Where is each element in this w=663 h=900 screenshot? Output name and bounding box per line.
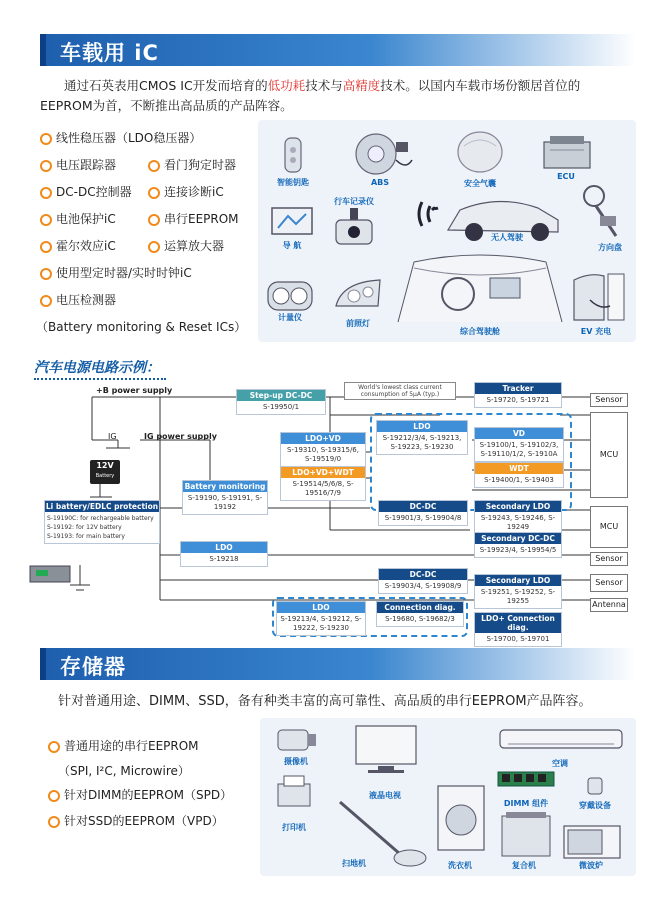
box-ldo-left bbox=[180, 541, 268, 567]
box-header: Connection diag. bbox=[377, 602, 463, 613]
battery-pack-icon bbox=[28, 562, 72, 584]
list-item: 针对SSD的EEPROM（VPD） bbox=[48, 812, 232, 839]
box-header: LDO bbox=[277, 602, 365, 613]
copier-icon bbox=[498, 810, 554, 858]
box-ldo-connection bbox=[474, 612, 562, 647]
microwave-icon bbox=[562, 824, 622, 860]
box-body: S-19400/1, S-19403 bbox=[484, 476, 554, 484]
battery-label: 12V bbox=[96, 461, 114, 470]
box-body: S-19218 bbox=[209, 555, 239, 563]
sensor-block-1: Sensor bbox=[590, 393, 628, 407]
list-item: 线性稳压器（LDO稳压器） bbox=[40, 129, 201, 156]
air-conditioner-icon bbox=[498, 726, 624, 754]
box-header: Step-up DC-DC bbox=[237, 390, 325, 401]
list-item: 连接诊断iC bbox=[148, 183, 239, 210]
box-header: LDO bbox=[181, 542, 267, 553]
box-body: S-19700, S-19701 bbox=[486, 635, 550, 643]
box-stepup-dcdc bbox=[236, 389, 326, 415]
camera-icon bbox=[276, 724, 318, 754]
box-ldo-mid bbox=[376, 420, 468, 455]
box-header: Secondary LDO bbox=[475, 575, 561, 586]
caption: 摄像机 bbox=[284, 757, 308, 766]
box-li-protection bbox=[44, 500, 160, 544]
list-item: 运算放大器 bbox=[148, 237, 239, 264]
list-item: 使用型定时器/实时时钟iC bbox=[40, 264, 201, 291]
box-header: LDO+ Connection diag. bbox=[475, 613, 561, 633]
highlight-low-power: 低功耗 bbox=[267, 78, 306, 93]
memory-applications-panel bbox=[260, 718, 636, 876]
box-body: S-19903/4, S-19908/9 bbox=[384, 582, 462, 590]
section-banner-memory bbox=[40, 648, 636, 680]
caption: 洗衣机 bbox=[448, 861, 472, 870]
box-body: S-19213/4, S-19212, S-19222, S-19230 bbox=[280, 615, 362, 632]
box-wdt bbox=[474, 462, 564, 488]
sensor-block-3: Sensor bbox=[590, 574, 628, 592]
box-header: Li battery/EDLC protection bbox=[45, 502, 159, 511]
caption: EV 充电 bbox=[580, 327, 612, 336]
caption: 无人驾驶 bbox=[491, 233, 523, 242]
mcu-block-1: MCU bbox=[590, 412, 628, 498]
box-secondary-dcdc bbox=[474, 532, 562, 558]
caption: 安全气囊 bbox=[464, 179, 496, 188]
box-body: S-19243, S-19246, S-19249 bbox=[480, 514, 556, 531]
caption: DIMM 组件 bbox=[503, 799, 549, 808]
box-body: S-19251, S-19252, S-19255 bbox=[480, 588, 556, 605]
box-ldo-vd-wdt bbox=[280, 466, 366, 501]
box-header: VD bbox=[475, 428, 563, 439]
caption: ECU bbox=[557, 172, 575, 181]
box-dcdc-2 bbox=[378, 568, 468, 594]
list-item: 电压检测器 bbox=[40, 291, 201, 318]
list-item: 普通用途的串行EEPROM bbox=[48, 737, 199, 761]
box-body: S-19923/4, S-19954/5 bbox=[479, 546, 557, 554]
box-tracker bbox=[474, 382, 562, 408]
section-title: 车载用 iC bbox=[60, 41, 159, 65]
box-connection-diag bbox=[376, 601, 464, 627]
battery-sublabel: Battery bbox=[95, 473, 115, 479]
list-item: 电压跟踪器 bbox=[40, 156, 201, 183]
box-body: S-19720, S-19721 bbox=[486, 396, 550, 404]
list-item: 霍尔效应iC bbox=[40, 237, 201, 264]
caption: 液晶电视 bbox=[369, 791, 401, 800]
memory-list-2 bbox=[48, 786, 232, 839]
box-header: DC-DC bbox=[379, 501, 467, 512]
bullet-sub: （SPI, I²C, Microwire） bbox=[58, 764, 190, 778]
memory-intro: 针对普通用途、DIMM、SSD，备有种类丰富的高可靠性、高品质的串行EEPROM产品阵容。 bbox=[58, 694, 592, 709]
intro-text: 技术。以国内车载市场份额居首位的 bbox=[380, 78, 581, 93]
caption: 微波炉 bbox=[579, 861, 603, 870]
list-item: 看门狗定时器 bbox=[148, 156, 239, 183]
highlight-precision: 高精度 bbox=[342, 78, 381, 93]
box-body: S-19310, S-19315/6, S-19519/0 bbox=[287, 446, 359, 463]
caption: 综合驾驶舱 bbox=[460, 327, 500, 336]
b-power-label: +B power supply bbox=[96, 386, 173, 395]
box-body: S-19680, S-19682/3 bbox=[385, 615, 455, 623]
list-item: DC-DC控制器 bbox=[40, 183, 201, 210]
mcu-block-2: MCU bbox=[590, 506, 628, 548]
box-dcdc-1 bbox=[378, 500, 468, 526]
memory-list bbox=[48, 737, 199, 761]
current-note: World's lowest class current consumption of 5μA (typ.) bbox=[344, 382, 456, 400]
wearable-icon bbox=[580, 772, 610, 798]
sensor-block-2: Sensor bbox=[590, 552, 628, 566]
caption: 导 航 bbox=[282, 241, 302, 250]
box-body: S-19190C: for rechargeable battery S-19192: for 12V battery S-19193: for main battery bbox=[47, 515, 154, 540]
battery-note: （Battery monitoring & Reset ICs） bbox=[36, 320, 247, 334]
intro-text-line2: EEPROM为首，不断推出高品质的产品阵容。 bbox=[40, 98, 293, 113]
washing-machine-icon bbox=[436, 784, 486, 854]
box-header: WDT bbox=[475, 463, 563, 474]
box-header: Tracker bbox=[475, 383, 561, 394]
section-title: 存储器 bbox=[60, 655, 126, 679]
printer-icon bbox=[274, 774, 314, 814]
intro-text: 通过石英表用CMOS IC开发而培育的 bbox=[64, 78, 268, 93]
list-item: 针对DIMM的EEPROM（SPD） bbox=[48, 786, 232, 812]
box-body: S-19190, S-19191, S-19192 bbox=[187, 494, 263, 511]
dimm-module-icon bbox=[496, 768, 556, 792]
box-header: DC-DC bbox=[379, 569, 467, 580]
caption: 前照灯 bbox=[346, 319, 370, 328]
box-body: S-19901/3, S-19904/8 bbox=[384, 514, 462, 522]
caption: 复合机 bbox=[512, 861, 536, 870]
box-battery-monitoring bbox=[182, 480, 268, 515]
box-body: S-19950/1 bbox=[262, 403, 300, 411]
box-secondary-ldo-1 bbox=[474, 500, 562, 535]
caption: 智能钥匙 bbox=[277, 178, 309, 187]
box-body: S-19100/1, S-19102/3, S-19110/1/2, S-1910A bbox=[479, 441, 559, 458]
caption: 穿戴设备 bbox=[579, 801, 611, 810]
caption: 方向盘 bbox=[598, 243, 622, 252]
box-ldo-bottom bbox=[276, 601, 366, 636]
ig-power-label: IG power supply bbox=[144, 432, 217, 441]
box-body: S-19212/3/4, S-19213, S-19223, S-19230 bbox=[382, 434, 462, 451]
box-header: Secondary DC-DC bbox=[475, 533, 561, 544]
box-header: LDO bbox=[377, 421, 467, 432]
caption: 扫地机 bbox=[342, 859, 366, 868]
caption: 打印机 bbox=[282, 823, 306, 832]
ig-label: IG bbox=[108, 432, 117, 441]
antenna-block: Antenna bbox=[590, 598, 628, 612]
diagram-title: 汽车电源电路示例： bbox=[34, 357, 160, 377]
box-body: S-19514/5/6/8, S-19516/7/9 bbox=[292, 480, 354, 497]
box-vd bbox=[474, 427, 564, 462]
box-header: Battery monitoring bbox=[184, 482, 266, 491]
box-secondary-ldo-2 bbox=[474, 574, 562, 609]
box-ldo-vd bbox=[280, 432, 366, 467]
intro-text: 技术与 bbox=[305, 78, 343, 93]
caption: 计量仪 bbox=[278, 313, 302, 322]
box-header: Secondary LDO bbox=[475, 501, 561, 512]
battery-12v bbox=[90, 460, 120, 484]
box-header: LDO+VD bbox=[281, 433, 365, 444]
caption: 空调 bbox=[552, 759, 568, 768]
caption: ABS bbox=[370, 178, 390, 187]
caption: 行车记录仪 bbox=[334, 197, 374, 206]
list-item: 串行EEPROM bbox=[148, 210, 239, 237]
box-header: LDO+VD+WDT bbox=[281, 467, 365, 478]
tv-icon bbox=[354, 724, 418, 776]
list-item: 电池保护iC bbox=[40, 210, 201, 237]
